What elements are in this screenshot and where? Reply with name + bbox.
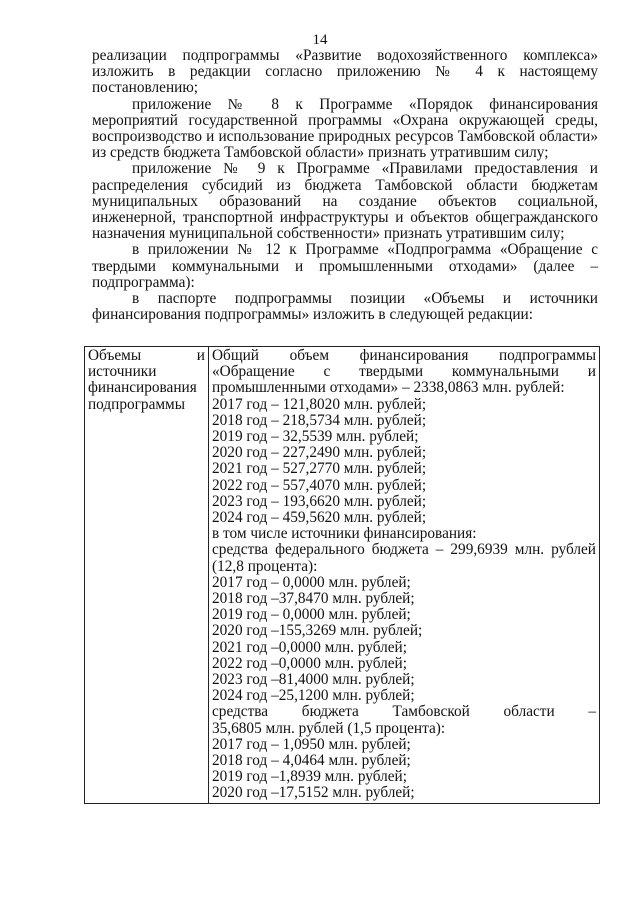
right-cell-line: 2022 год –0,0000 млн. рублей; — [212, 654, 407, 672]
paragraph-2: приложение № 8 к Программе «Порядок финансирования мероприятий государственной программы «Охрана окружающей среды, воспроизводство и использование природных ресурсов Тамбовской области» из средств бюджета Тамбовской области» признать утратившим силу; — [92, 95, 598, 162]
left-cell-line: источники — [88, 363, 157, 381]
right-cell-line: 2018 год – 218,5734 млн. рублей; — [212, 411, 427, 429]
right-cell-line: промышленными отходами» – 2338,0863 млн. рублей: — [212, 379, 565, 397]
right-cell-line: 2020 год –155,3269 млн. рублей; — [212, 622, 423, 640]
right-cell-line: 2017 год – 0,0000 млн. рублей; — [212, 573, 411, 591]
right-cell-line: 2019 год – 0,0000 млн. рублей; — [212, 606, 411, 624]
right-cell-line: 2018 год –37,8470 млн. рублей; — [212, 590, 415, 608]
right-cell-line: 2023 год – 193,6620 млн. рублей; — [212, 492, 427, 510]
right-cell-line: 2023 год –81,4000 млн. рублей; — [212, 671, 415, 689]
left-cell-line: финансирования — [88, 379, 197, 397]
right-cell-line: в том числе источники финансирования: — [212, 525, 477, 543]
right-cell-line: 2019 год –1,8939 млн. рублей; — [212, 768, 407, 786]
paragraph-3: приложение № 9 к Программе «Правилами предоставления и распределения субсидий из бюджета Тамбовской области бюджетам муниципальных образований на создание объектов социальной, инженерной, транспортной инфраструктуры и объектов общегражданского назначения муниципальной собственности» признать утратившим силу; — [92, 160, 598, 243]
left-cell-line: подпрограммы — [88, 395, 186, 413]
paragraph-5: в паспорте подпрограммы позиции «Объемы и источники финансирования подпрограммы» изложить в следующей редакции: — [92, 290, 598, 324]
right-cell-line: 2022 год – 557,4070 млн. рублей; — [212, 476, 427, 494]
financing-table — [84, 346, 600, 804]
right-cell-line: 2017 год – 1,0950 млн. рублей; — [212, 735, 411, 753]
right-cell-line: средства федерального бюджета – 299,6939 млн. рублей — [212, 541, 596, 559]
table-row — [85, 347, 600, 804]
table-right-cell — [209, 347, 600, 804]
left-cell-line: Объемы и — [88, 347, 205, 364]
right-cell-line: 2021 год –0,0000 млн. рублей; — [212, 638, 407, 656]
table-left-cell — [85, 347, 209, 804]
right-cell-line: 2024 год – 459,5620 млн. рублей; — [212, 509, 427, 527]
right-cell-line: 2024 год –25,1200 млн. рублей; — [212, 687, 415, 705]
right-cell-line: 2020 год –17,5152 млн. рублей; — [212, 784, 415, 802]
right-cell-line: 2019 год – 32,5539 млн. рублей; — [212, 428, 419, 446]
right-cell-line: Общий объем финансирования подпрограммы — [212, 347, 596, 364]
right-cell-line: 2020 год – 227,2490 млн. рублей; — [212, 444, 427, 462]
right-cell-line: 2017 год – 121,8020 млн. рублей; — [212, 395, 427, 413]
page-number: 14 — [312, 32, 328, 48]
right-cell-line: 2018 год – 4,0464 млн. рублей; — [212, 752, 411, 770]
right-cell-line: 2021 год – 527,2770 млн. рублей; — [212, 460, 427, 478]
right-cell-line: 35,6805 млн. рублей (1,5 процента): — [212, 719, 446, 737]
right-cell-line: «Обращение с твердыми коммунальными и — [212, 363, 596, 381]
right-cell-line: (12,8 процента): — [212, 557, 318, 575]
paragraph-4: в приложении № 12 к Программе «Подпрограмма «Обращение с твердыми коммунальными и промышленными отходами» (далее – подпрограмма): — [92, 241, 598, 291]
right-cell-line: средства бюджета Тамбовской области – — [212, 703, 596, 721]
document-body — [92, 48, 598, 323]
paragraph-1: реализации подпрограммы «Развитие водохозяйственного комплекса» изложить в редакции согласно приложению № 4 к настоящему постановлению; — [92, 47, 598, 97]
